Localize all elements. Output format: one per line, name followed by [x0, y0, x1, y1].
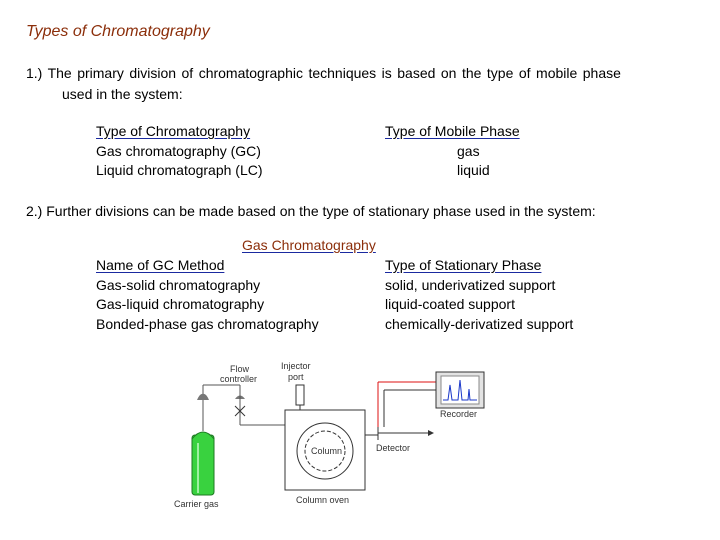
table2-row-method: Bonded-phase gas chromatography: [96, 315, 319, 332]
carrier-gas-label: Carrier gas: [174, 499, 219, 509]
table1-col2: [385, 122, 520, 181]
cylinder-top: [192, 432, 214, 439]
injector-port-label: Injector: [281, 361, 311, 371]
table1-row-phase: gas: [457, 142, 480, 159]
table2-row-method: Gas-solid chromatography: [96, 276, 261, 293]
table2-row-phase: liquid-coated support: [385, 296, 515, 312]
table2-title: Gas Chromatography: [242, 237, 376, 253]
table1-col2-header: Type of Mobile Phase: [385, 123, 520, 139]
column-oven-label: Column oven: [296, 495, 350, 505]
table1-row-phase: liquid: [457, 162, 490, 178]
table2-col1-header: Name of GC Method: [96, 257, 225, 273]
regulator-icon: [197, 394, 209, 400]
arrow-icon: [428, 430, 434, 436]
table2-row-phase: chemically-derivatized support: [385, 315, 574, 332]
column-label: Column: [311, 446, 343, 456]
flow-controller-label: controller: [220, 374, 258, 384]
recorder-label: Recorder: [440, 409, 478, 419]
section1-line2: used in the system:: [62, 86, 183, 102]
table2-col2: [385, 256, 573, 334]
table1-col1-header: Type of Chromatography: [96, 123, 251, 139]
section1-line1: 1.) The primary division of chromatographic techniques is based on the type of mobile phase: [26, 65, 621, 81]
section2-text: 2.) Further divisions can be made based on the type of stationary phase used in the system:: [26, 203, 596, 219]
page-title: Types of Chromatography: [26, 23, 210, 40]
table2-row-method: Gas-liquid chromatography: [96, 296, 265, 312]
injector-port: [296, 385, 304, 405]
table1-row-type: Liquid chromatograph (LC): [96, 162, 263, 178]
table1-col1: [96, 122, 263, 181]
gas-cylinder: [192, 435, 214, 495]
detector-label: Detector: [376, 443, 411, 453]
flow-controller-label: Flow: [230, 364, 250, 374]
injector-port-label: port: [288, 372, 304, 382]
table2-row-phase: solid, underivatized support: [385, 276, 556, 293]
table1-row-type: Gas chromatography (GC): [96, 142, 261, 159]
table2-col1: [96, 256, 319, 334]
gc-instrument-diagram: [150, 355, 500, 520]
table2-col2-header: Type of Stationary Phase: [385, 257, 542, 273]
